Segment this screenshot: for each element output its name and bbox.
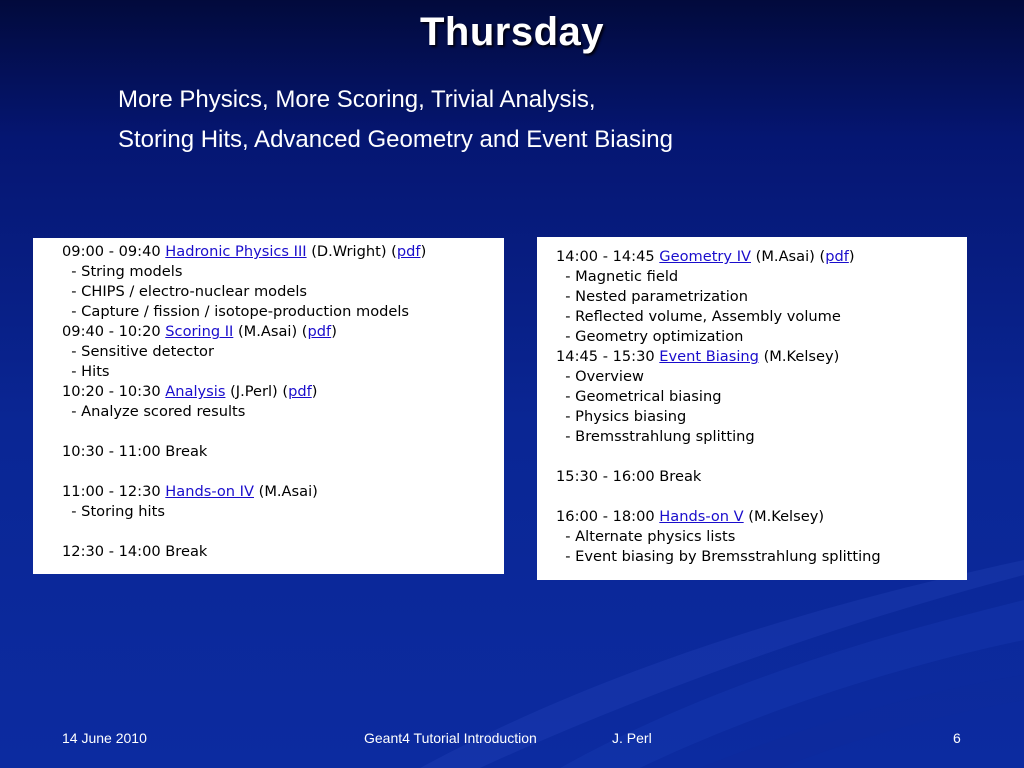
schedule-line: [62, 462, 504, 482]
schedule-line: - Reflected volume, Assembly volume: [556, 308, 841, 325]
schedule-line: [62, 422, 504, 442]
closing-paren: ): [848, 248, 855, 265]
schedule-line: - Geometry optimization: [556, 328, 744, 345]
session-time: 14:45 - 15:30: [556, 348, 660, 365]
schedule-line: - Event biasing by Bremsstrahlung splitting: [556, 548, 881, 565]
session-link-hands-on-iv[interactable]: Hands-on IV: [165, 483, 254, 500]
schedule-line: - Sensitive detector: [62, 343, 214, 360]
session-time: 14:00 - 14:45: [556, 248, 660, 265]
session-speaker: (M.Asai) (: [233, 323, 308, 340]
slide-title: Thursday: [419, 10, 605, 54]
session-link-event-biasing[interactable]: Event Biasing: [659, 348, 759, 365]
slide-subtitle-line-2: Storing Hits, Advanced Geometry and Event Biasing: [118, 126, 673, 153]
schedule-line: 12:30 - 14:00 Break: [62, 543, 208, 560]
schedule-line: [556, 247, 967, 267]
schedule-line: - Magnetic field: [556, 268, 679, 285]
session-speaker: (D.Wright) (: [306, 243, 397, 260]
schedule-line: [62, 382, 504, 402]
schedule-line: - Storing hits: [62, 503, 165, 520]
schedule-line: - Physics biasing: [556, 408, 687, 425]
schedule-line: - String models: [62, 263, 183, 280]
schedule-line: - Hits: [62, 363, 110, 380]
schedule-line: [62, 242, 504, 262]
schedule-line: 15:30 - 16:00 Break: [556, 468, 702, 485]
schedule-line: 10:30 - 11:00 Break: [62, 443, 208, 460]
footer-author: J. Perl: [612, 730, 652, 746]
schedule-line: [556, 347, 967, 367]
schedule-line: [62, 322, 504, 342]
session-link-scoring-ii[interactable]: Scoring II: [165, 323, 234, 340]
pdf-link-geometry-iv[interactable]: pdf: [825, 248, 849, 265]
closing-paren: ): [331, 323, 337, 340]
session-time: 10:20 - 10:30: [62, 383, 166, 400]
pdf-link-hadronic-physics-iii[interactable]: pdf: [396, 243, 421, 260]
schedule-line: - Capture / fission / isotope-production models: [62, 303, 410, 320]
schedule-line: [556, 507, 967, 527]
schedule-line: [62, 482, 504, 502]
schedule-line: - Analyze scored results: [62, 403, 246, 420]
pdf-link-scoring-ii[interactable]: pdf: [307, 323, 332, 340]
session-speaker: (M.Kelsey): [743, 508, 825, 525]
pdf-link-analysis[interactable]: pdf: [288, 383, 312, 400]
footer-page-number: 6: [953, 730, 961, 746]
closing-paren: ): [420, 243, 427, 260]
session-time: 11:00 - 12:30: [62, 483, 166, 500]
schedule-line: [556, 487, 967, 507]
schedule-line: - Nested parametrization: [556, 288, 748, 305]
schedule-line: [62, 522, 504, 542]
slide-subtitle-line-1: More Physics, More Scoring, Trivial Analysis,: [118, 86, 596, 113]
footer-presentation-title: Geant4 Tutorial Introduction: [364, 730, 537, 746]
schedule-line: - Alternate physics lists: [556, 528, 736, 545]
schedule-line: - Overview: [556, 368, 644, 385]
session-speaker: (M.Kelsey): [758, 348, 840, 365]
session-speaker: (M.Asai): [253, 483, 318, 500]
schedule-line: [556, 447, 967, 467]
schedule-panel-afternoon: [537, 237, 967, 580]
schedule-line: - Geometrical biasing: [556, 388, 722, 405]
session-time: 09:40 - 10:20: [62, 323, 166, 340]
closing-paren: ): [311, 383, 318, 400]
session-speaker: (M.Asai) (: [751, 248, 826, 265]
session-link-geometry-iv[interactable]: Geometry IV: [659, 248, 751, 265]
session-time: 09:00 - 09:40: [62, 243, 166, 260]
schedule-line: - CHIPS / electro-nuclear models: [62, 283, 307, 300]
schedule-panel-morning: [33, 238, 504, 574]
session-link-hadronic-physics-iii[interactable]: Hadronic Physics III: [165, 243, 307, 260]
session-link-hands-on-v[interactable]: Hands-on V: [659, 508, 744, 525]
footer-date: 14 June 2010: [62, 730, 147, 746]
session-link-analysis[interactable]: Analysis: [165, 383, 226, 400]
session-time: 16:00 - 18:00: [556, 508, 660, 525]
session-speaker: (J.Perl) (: [225, 383, 289, 400]
schedule-line: - Bremsstrahlung splitting: [556, 428, 755, 445]
